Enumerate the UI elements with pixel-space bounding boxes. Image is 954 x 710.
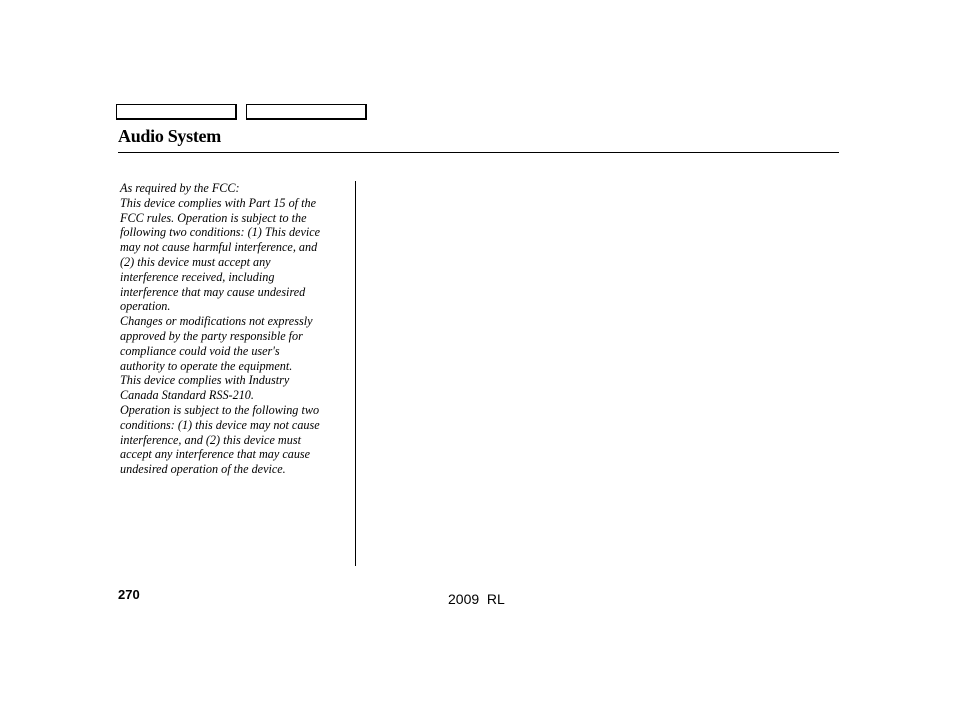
fcc-notice-column [120, 181, 350, 477]
nav-button-previous[interactable] [116, 104, 237, 120]
modifications-paragraph: Changes or modifications not expressly approved by the party responsible for compliance could void the user's authority to operate the equipment. [120, 314, 313, 373]
title-divider [118, 152, 839, 153]
fcc-part15-paragraph: This device complies with Part 15 of the FCC rules. Operation is subject to the following two conditions: (1) This device may not cause harmful interference, and (2) this device must accept any interference received, including interference that may cause undesired operation. [120, 195, 321, 314]
nav-button-next[interactable] [246, 104, 367, 120]
column-divider [355, 181, 356, 566]
fcc-heading: As required by the FCC: [120, 181, 240, 195]
page-number: 270 [118, 587, 140, 602]
operation-conditions-paragraph: Operation is subject to the following two conditions: (1) this device may not cause interference, and (2) this device must accept any interference that may cause undesired operation of the device. [120, 402, 320, 477]
model-footer: 2009 RL [448, 591, 505, 607]
industry-canada-paragraph: This device complies with Industry Canada Standard RSS-210. [120, 373, 290, 403]
page-title: Audio System [118, 126, 221, 146]
